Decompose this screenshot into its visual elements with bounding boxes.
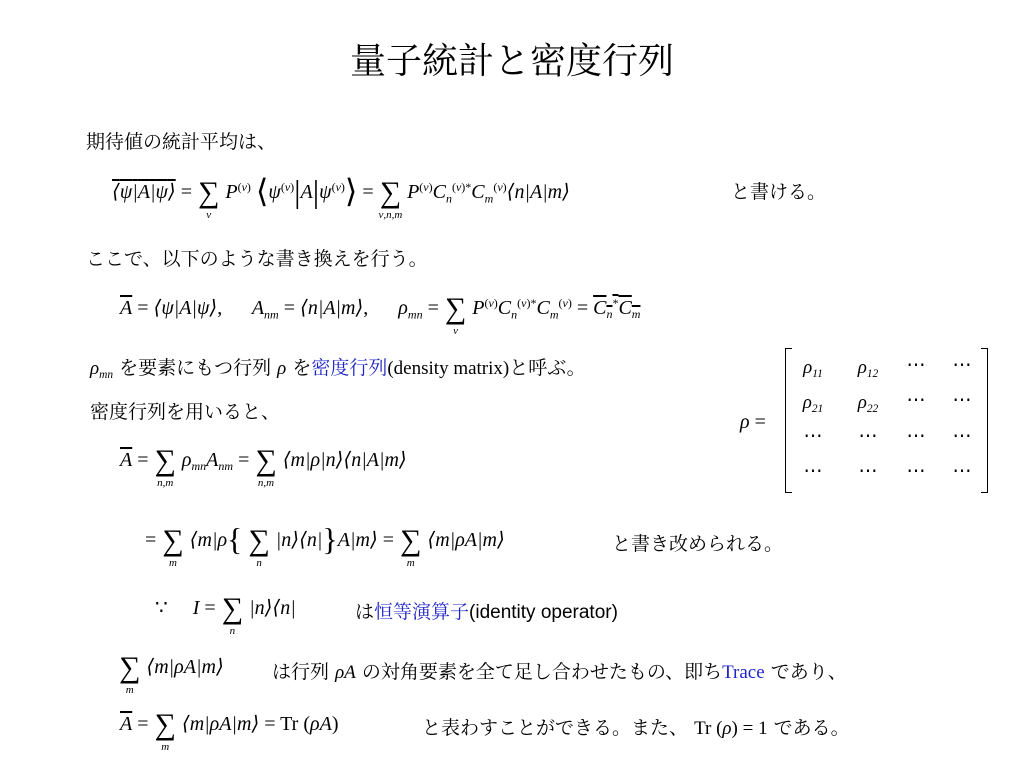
trace-word: Trace	[722, 662, 765, 683]
density-matrix-en: (density matrix)	[387, 358, 510, 379]
matrix-cell: ⋯	[906, 390, 926, 411]
rho-call-prefix: を	[292, 357, 312, 379]
rewritten-equation: = ∑ m ⟨m|ρ{ ∑ n |n⟩⟨n|}A|m⟩ = ∑ m ⟨m|ρA|m⟩	[145, 520, 505, 569]
trace-prefix: は行列	[272, 661, 330, 683]
matrix-cell: $\rho_{12}$	[857, 357, 879, 380]
final-prefix: と表わすことができる。また、	[422, 717, 689, 739]
matrix-cell: $\rho_{22}$	[857, 392, 879, 415]
matrix-cell: ⋯	[858, 461, 878, 482]
matrix-cell: ⋯	[952, 426, 972, 447]
density-matrix-suffix: と呼ぶ。	[509, 357, 586, 379]
matrix-cell: $\rho_{21}$	[802, 392, 824, 415]
matrix-cell: ⋯	[858, 426, 878, 447]
matrix-cell: ⋯	[952, 461, 972, 482]
matrix-cell: $\rho_{11}$	[803, 357, 823, 380]
page-title: 量子統計と密度行列	[349, 41, 674, 82]
matrix-cell: ⋯	[803, 461, 823, 482]
matrix-cell: ⋯	[803, 426, 823, 447]
rho-equals: ρ =	[740, 411, 766, 433]
identity-en: (identity operator)	[469, 602, 618, 623]
matrix-cell: ⋯	[952, 355, 972, 376]
trace-text: は行列 ρA の対角要素を全て足し合わせたもの、即ちTrace であり、	[272, 661, 847, 683]
matrix-cell: ⋯	[906, 426, 926, 447]
expectation-average-equation: ⟨ψ|A|ψ⟩ = ∑ ν $P^{(\nu)}$ $⟨\psi^{(\nu)}|A|\psi^{(\nu)}⟩$ = ∑ ν,n,m $P^{(\nu)}C_n^{(\nu)*}C_m^{(\nu)}⟨n|A|m⟩$	[112, 173, 570, 222]
eq1-suffix: と書ける。	[731, 181, 827, 203]
identity-prefix: は	[355, 601, 375, 623]
identity-equation: ∵ I = ∑ n |n⟩⟨n|	[155, 592, 296, 637]
trace-mid: の対角要素を全て足し合わせたもの、即ち	[361, 661, 723, 683]
rho-mn-prefix: を要素にもつ行列	[119, 357, 272, 379]
trace-equation: $\overline{A}$ = ∑ m ⟨m|ρA|m⟩ = Tr (ρA)	[120, 708, 339, 753]
density-matrix-term: 密度行列	[311, 357, 388, 379]
identity-text	[355, 600, 618, 625]
trace-sum-equation: ∑ m ⟨m|ρA|m⟩	[119, 651, 224, 696]
matrix-cell: ⋯	[906, 355, 926, 376]
trace-suffix: であり、	[770, 661, 847, 683]
final-text: と表わすことができる。また、 Tr (ρ) = 1 である。	[422, 717, 850, 739]
intro-text: 期待値の統計平均は、	[86, 131, 277, 153]
using-density-text: 密度行列を用いると、	[90, 401, 281, 423]
density-matrix	[785, 348, 988, 493]
identity-term: 恒等演算子	[374, 601, 470, 623]
rewritten-suffix: と書き改められる。	[612, 533, 784, 555]
matrix-cell: ⋯	[952, 390, 972, 411]
final-suffix: である。	[773, 717, 850, 739]
definitions-equation: $\overline{A}$ = ⟨ψ|A|ψ⟩, $A_{nm}$ = ⟨n|A|m⟩, $\rho_{mn}$ = ∑ ν $P^{(\nu)}C_n^{(\nu)*}C_m^{(\nu)} = C_n^*C_m$	[120, 292, 641, 338]
density-matrix-definition: $\rho_{mn}$ を要素にもつ行列 ρ を密度行列(density matrix)と呼ぶ。	[90, 357, 586, 381]
expectation-sum-equation: $\overline{A}$ = ∑ n,m $\rho_{mn}A_{nm}$ = ∑ n,m ⟨m|ρ|n⟩⟨n|A|m⟩	[120, 444, 407, 489]
matrix-cell: ⋯	[906, 461, 926, 482]
rewrite-text: ここで、以下のような書き換えを行う。	[86, 248, 428, 270]
